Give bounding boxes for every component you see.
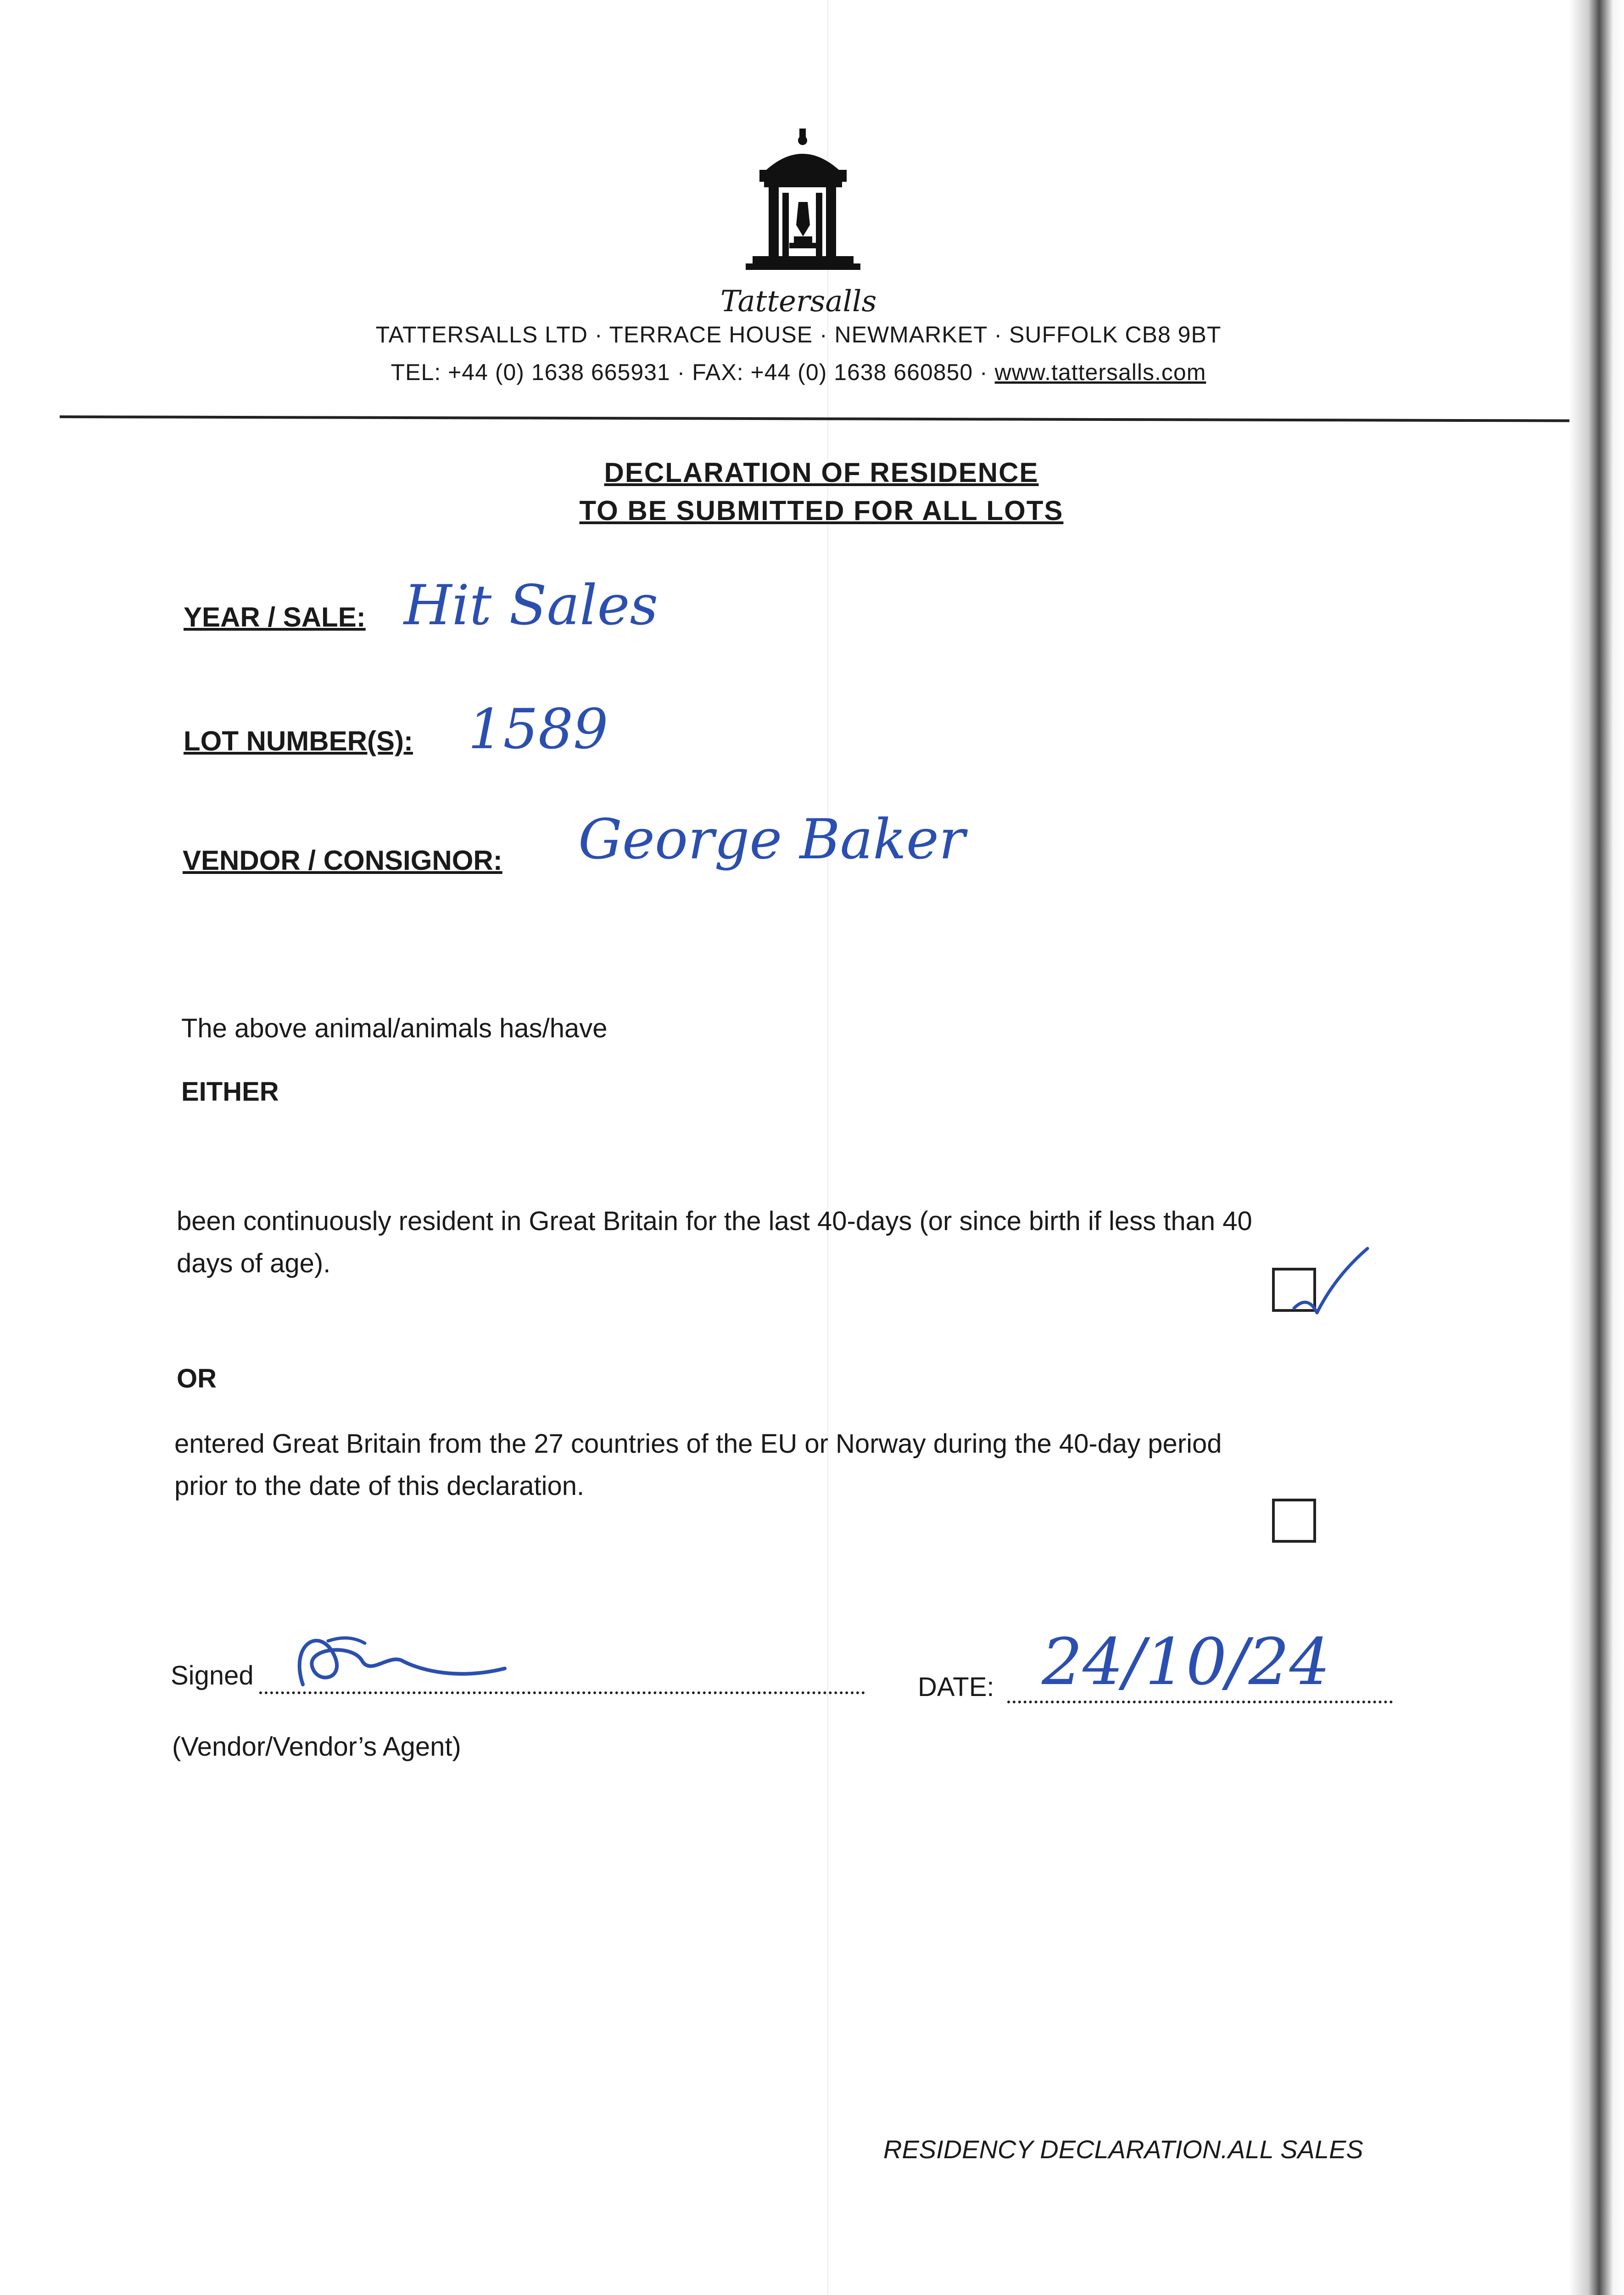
header-rule [60,415,1569,422]
brand-name: Tattersalls [720,285,877,319]
company-contact [0,359,1597,386]
date-label: DATE: [918,1672,994,1702]
lot-number-label: LOT NUMBER(S): [184,726,413,756]
handwritten-signature [285,1616,514,1707]
vendor-label: VENDOR / CONSIGNOR: [183,845,502,876]
date-value[interactable]: 24/10/24 [1042,1625,1330,1700]
title-line-1: DECLARATION OF RESIDENCE [604,457,1039,488]
vendor-value[interactable]: George Baker [578,808,965,872]
or-label: OR [177,1364,217,1394]
option-2-line-2: prior to the date of this declaration. [174,1471,585,1501]
option-2-text [174,1423,1459,1507]
year-sale-value[interactable]: Hit Sales [404,574,659,638]
lot-number-value[interactable]: 1589 [468,698,608,761]
option-2-checkbox[interactable] [1272,1499,1316,1543]
date-line [1007,1701,1393,1703]
title-line-2: TO BE SUBMITTED FOR ALL LOTS [579,495,1064,526]
option-2-line-1: entered Great Britain from the 27 countries of the EU or Norway during the 40-day period [174,1429,1222,1459]
rotunda-logo [734,129,872,285]
signed-label: Signed [171,1661,254,1690]
company-address: TATTERSALLS LTD · TERRACE HOUSE · NEWMARKET · SUFFOLK CB8 9BT [375,322,1222,347]
year-sale-label: YEAR / SALE: [184,602,366,633]
option-1-checkmark [1267,1239,1381,1331]
website-link[interactable]: www.tattersalls.com [994,359,1206,385]
option-1-line-1: been continuously resident in Great Britain for the last 40-days (or since birth if less than 40 [177,1206,1252,1236]
either-label: EITHER [181,1077,279,1107]
vendor-agent-label: (Vendor/Vendor’s Agent) [172,1732,461,1762]
footer-text: RESIDENCY DECLARATION.ALL SALES [883,2135,1363,2164]
intro-text: The above animal/animals has/have [181,1013,608,1043]
option-1-line-2: days of age). [177,1248,331,1278]
contact-phone-fax: TEL: +44 (0) 1638 665931 · FAX: +44 (0) 1638 660850 · [391,359,995,385]
